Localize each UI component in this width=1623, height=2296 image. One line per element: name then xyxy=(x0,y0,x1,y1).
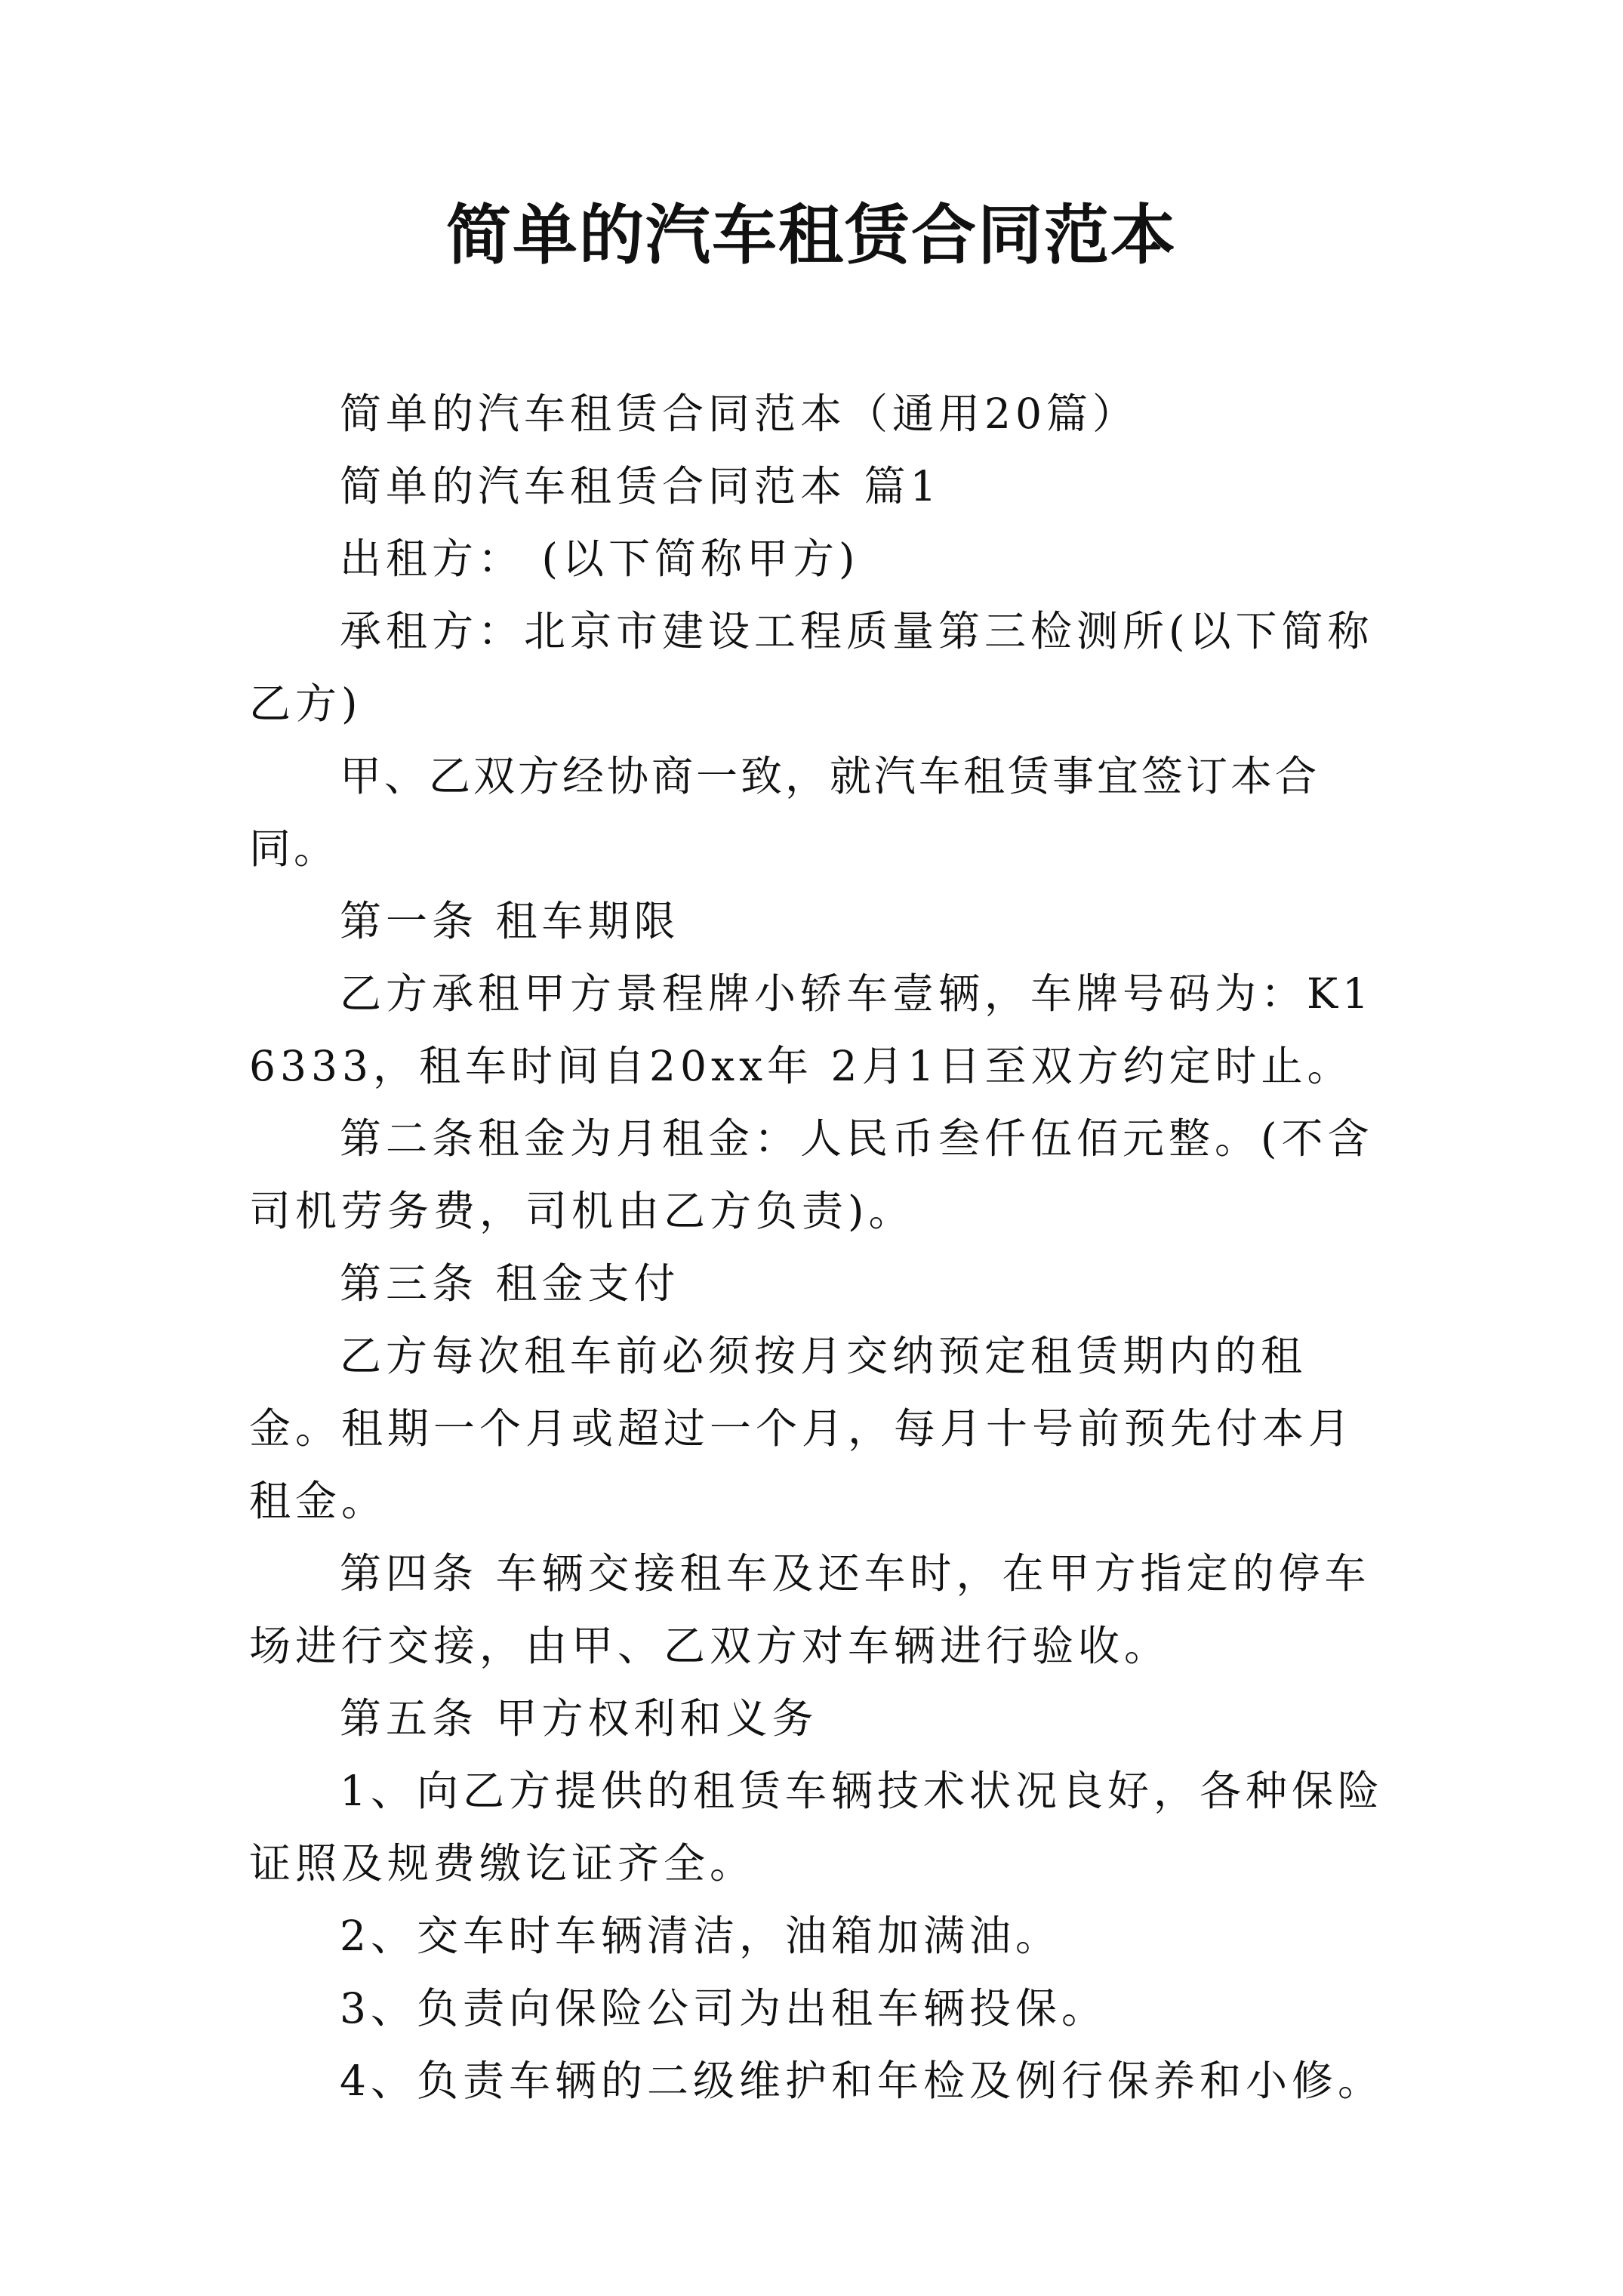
paragraph-article-4: 第四条 车辆交接租车及还车时，在甲方指定的停车场进行交接，由甲、乙双方对车辆进行验收。 xyxy=(249,1549,1371,1670)
paragraph-article-3-heading: 第三条 租金支付 xyxy=(340,1259,680,1308)
paragraph-section-heading: 简单的汽车租赁合同范本 篇1 xyxy=(340,462,941,510)
paragraph-article-5-item-2: 2、交车时车辆清洁，油箱加满油。 xyxy=(340,1912,1061,1960)
paragraph-article-5-item-4: 4、负责车辆的二级维护和年检及例行保养和小修。 xyxy=(340,2057,1384,2105)
paragraph-subtitle: 简单的汽车租赁合同范本（通用20篇） xyxy=(340,390,1138,438)
paragraph-article-3-body: 乙方每次租车前必须按月交纳预定租赁期内的租金。租期一个月或超过一个月，每月十号前预先付本月租金。 xyxy=(249,1332,1355,1525)
paragraph-agreement: 甲、乙双方经协商一致，就汽车租赁事宜签订本合同。 xyxy=(249,752,1320,873)
paragraph-lessee: 承租方：北京市建设工程质量第三检测所(以下简称乙方) xyxy=(249,607,1374,728)
paragraph-lessor: 出租方： (以下简称甲方) xyxy=(340,535,860,583)
document-body xyxy=(249,378,1389,2117)
paragraph-article-1-heading: 第一条 租车期限 xyxy=(340,897,680,945)
paragraph-article-5-item-1: 1、向乙方提供的租赁车辆技术状况良好，各种保险证照及规费缴讫证齐全。 xyxy=(249,1767,1384,1888)
document-title: 简单的汽车租赁合同范本 xyxy=(446,197,1177,273)
paragraph-article-2: 第二条租金为月租金：人民币叁仟伍佰元整。(不含司机劳务费，司机由乙方负责)。 xyxy=(249,1114,1374,1235)
paragraph-article-1-body: 乙方承租甲方景程牌小轿车壹辆，车牌号码为：K16333，租车时间自20xx年 2月1日至双方约定时止。 xyxy=(249,969,1374,1090)
paragraph-article-5-item-3: 3、负责向保险公司为出租车辆投保。 xyxy=(340,1984,1107,2032)
paragraph-article-5-heading: 第五条 甲方权利和义务 xyxy=(340,1694,818,1743)
